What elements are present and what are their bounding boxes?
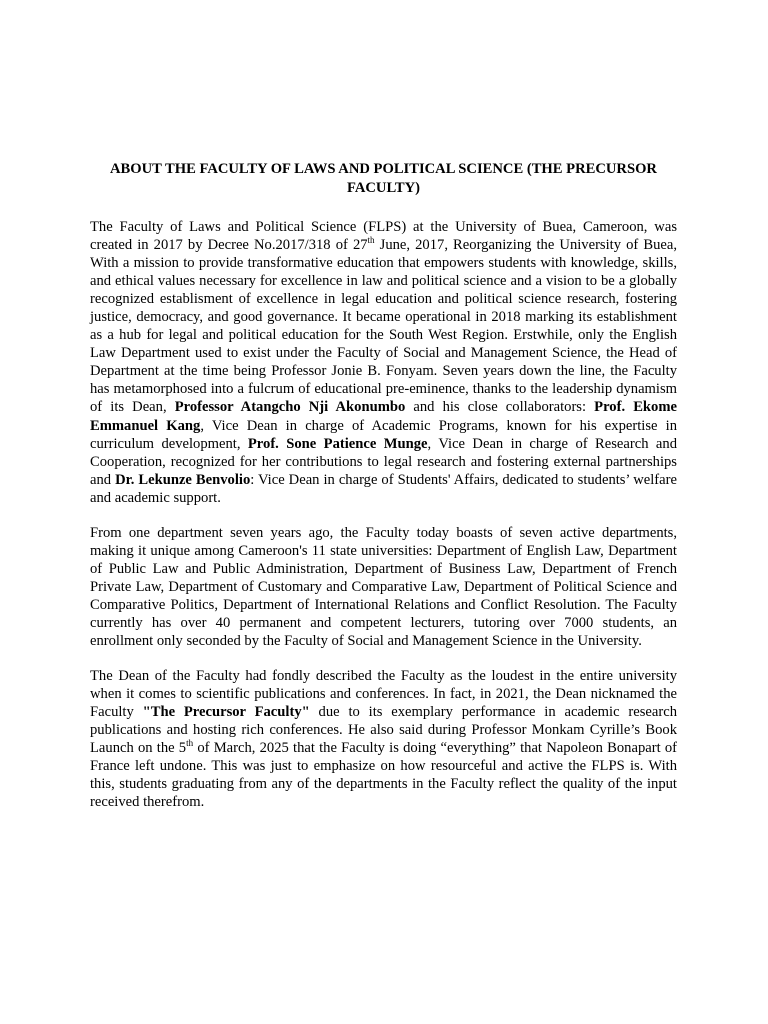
text-span: , Vice Dean in charge of Research and Cooperation, recognized for her contributions to legal research and fostering external partnerships and [90,435,677,488]
text-span: and his close collaborators: [405,399,595,416]
dean-name: Professor Atangcho Nji Akonumbo [174,399,406,416]
paragraph-history [90,218,677,507]
text-span: June, 2017, Reorganizing the University of Buea, With a mission to provide transformative education that empowers students with knowledge, skills, and ethical values necessary for excellence in law and political science and a vision to be a globally recognized establisment of excellence in legal education and political science research, fostering justice, democracy, and good governance. It became operational in 2018 marking its establishment as a hub for legal and political education for the South West Region. Erstwhile, only the English Law Department used to exist under the Faculty of Social and Management Science, the Head of Department at the time being Professor Jonie B. Fonyam. Seven years down the line, the Faculty has metamorphosed into a fulcrum of educational pre-eminence, thanks to the leadership dynamism of its Dean, [90,237,677,416]
vice-dean-name: Dr. Lekunze Benvolio [115,471,251,488]
paragraph-departments: From one department seven years ago, the Faculty today boasts of seven active departments, making it unique among Cameroon's 11 state universities: Department of English Law, Department of Public Law and Public Administration, Department of Business Law, Department of French Private Law, Department of Customary and Comparative Law, Department of Political Science and Comparative Politics, Department of International Relations and Conflict Resolution. The Faculty currently has over 40 permanent and competent lecturers, tutoring over 7000 students, an enrollment only seconded by the Faculty of Social and Management Science in the University. [90,524,677,650]
document-page [90,160,677,828]
faculty-nickname: "The Precursor Faculty" [142,704,310,721]
text-span: due to its exemplary performance in academic research publications and hosting rich conferences. He also said during Professor Monkam Cyrille’s Book Launch on the 5 [90,704,677,757]
superscript: th [186,738,194,749]
paragraph-precursor [90,667,677,811]
text-span: , Vice Dean in charge of Academic Programs, known for his expertise in curriculum development, [90,417,677,452]
text-span: : Vice Dean in charge of Students' Affairs, dedicated to students’ welfare and academic support. [90,471,677,506]
document-title: ABOUT THE FACULTY OF LAWS AND POLITICAL SCIENCE (THE PRECURSOR FACULTY) [110,161,657,196]
text-span: of March, 2025 that the Faculty is doing “everything” that Napoleon Bonapart of France left undone. This was just to emphasize on how resourceful and active the FLPS is. With this, students graduating from any of the departments in the Faculty reflect the quality of the input received therefrom. [90,740,677,811]
text-span: The Faculty of Laws and Political Science (FLPS) at the University of Buea, Cameroon, was created in 2017 by Decree No.2017/318 of 27 [90,219,677,254]
text-span: The Dean of the Faculty had fondly described the Faculty as the loudest in the entire university when it comes to scientific publications and conferences. In fact, in 2021, the Dean nicknamed the Faculty [90,668,677,721]
vice-dean-name: Prof. Sone Patience Munge [247,435,428,452]
vice-dean-name: Prof. Ekome Emmanuel Kang [90,399,677,434]
superscript: th [367,235,375,246]
